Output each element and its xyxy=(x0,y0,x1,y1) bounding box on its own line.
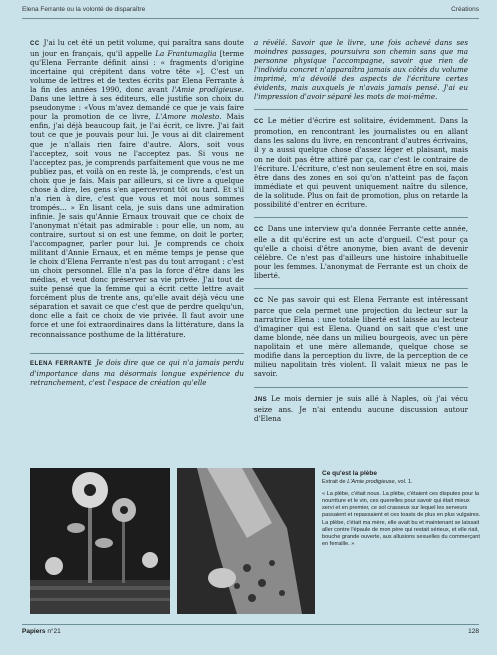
caption-source: Extrait de L'Amie prodigieuse, vol. 1. xyxy=(322,479,413,486)
header-article-title: Elena Ferrante ou la volonté de disparaître xyxy=(22,6,146,13)
book-title: L'Amie prodigieuse xyxy=(347,479,395,486)
book-title: La Frantumaglia xyxy=(155,49,217,59)
book-title: L'Amore molesto xyxy=(155,112,220,122)
photo-arm-leopard-bw xyxy=(177,468,315,614)
caption-quote: « La plèbe, c'était nous. La plèbe, c'étaient ces disputes pour la nourriture et le vin, ces querelles pour savoir qui était mieux servi et en premier, ce sol crasseux sur lequel les serveurs passaient et repassaient et ces toasts de plus en plus vulgaires. La plèbe, c'était ma mère, elle avait bu et maintenant se laissait aller contre l'épaule de mon père qui restait sérieux, et elle riait, bouche grande ouverte, aux allusions sexuelles du commerçant en ferraille. » xyxy=(322,491,481,547)
paragraph-cc-4: CC Ne pas savoir qui est Elena Ferrante est intéressant parce que cela permet une projection du lecteur sur la narratrice Elena : une totale liberté est laissée au lecteur d'imaginer qui est Elena. Quand on sait que c'est une dame blonde, née dans un milieu bourgeois, avec un père napolitain et une mère allemande, quelque chose se modifie dans la perception du livre, de la perception de ce milieu napolitain très violent. Il valait mieux ne pas le savoir. xyxy=(254,295,468,379)
speaker-tag: CC xyxy=(254,298,264,305)
paragraph-jns: JNS Le mois dernier je suis allé à Naples, où j'ai vécu seize ans. Je n'ai entendu aucune discussion autour d'Elena xyxy=(254,393,468,423)
ferrante-quote: Je dois dire que ce qui n'a jamais perdu d'importance dans ma désormais longue expérience du retranchement, c'est l'espace de création qu'elle xyxy=(30,357,244,387)
ferrante-quote-continued: a révélé. Savoir que le livre, une fois achevé dans ses moindres passages, poursuivra son chemin sans que ma personne physique l'accompagne, savoir que rien de l'individu concret n'apparaîtra jamais aux côtés du volume imprimé, m'a dévoilé des aspects de l'écriture certes évidents, mais auxquels je n'avais jamais pensé. J'ai eu l'impression d'avoir séparé les mots de moi-même. xyxy=(254,38,468,102)
page-number: 128 xyxy=(468,628,479,635)
divider xyxy=(254,109,468,110)
speaker-tag: CC xyxy=(30,41,40,47)
left-column xyxy=(30,38,244,387)
speaker-tag: JNS xyxy=(254,396,268,403)
paragraph-cc-3: CC Dans une interview qu'a donnée Ferrante cette année, elle a dit qu'écrire est un acte d'orgueil. C'est pour ça qu'elle a choisi d'être anonyme, bien avant de devenir célèbre. Ce n'est pas d'ailleurs une histoire inhabituelle pour les femmes. L'anonymat de Ferrante est un choix de liberté. xyxy=(254,223,468,281)
flowers-illustration xyxy=(30,468,170,614)
magazine-name: Papiers xyxy=(22,628,46,635)
book-title: l'Amie prodigieuse xyxy=(172,85,242,95)
divider xyxy=(254,387,468,388)
running-header xyxy=(22,6,479,19)
header-section: Créations xyxy=(451,6,479,13)
paragraph-cc-2: CC Le métier d'écrire est solitaire, évidemment. Dans la promotion, en rencontrant les journalistes ou en allant dans les salons du livre, en rencontrant d'autres écrivains, il y a aussi quelque chose d'assez léger et plaisant, mais on ne doit pas être attiré par ça, car c'est le contraire de l'écriture. L'écriture, c'est non seulement être en soi, mais être dans des zones en soi qu'on n'atteint pas de façon immédiate et qui peuvent uniquement naître du silence, de la solitude. Plus on fait de promotion, plus on retarde la possibilité d'entrer en écriture. xyxy=(254,116,468,209)
ferrante-quote-start xyxy=(30,353,244,387)
issue-number: n°21 xyxy=(47,628,61,635)
right-column xyxy=(254,38,468,431)
page-footer xyxy=(22,624,479,637)
arm-illustration xyxy=(177,468,315,614)
paragraph-cc-1: CC J'ai lu cet été un petit volume, qui paraîtra sans doute un jour en français, qu'il appelle La Frantumaglia [terme qu'Elena Ferrante définit ainsi : « fragments d'origine incertaine qui crépitent dans votre tête »]. C'est un volume de lettres et de textes écrits par Elena Ferrante à la fin des années 1990, donc avant l'Amie prodigieuse. Dans une lettre à ses éditeurs, elle justifie son choix du pseudonyme : «Vous m'avez demandé ce que je vais faire pour la promotion de ce livre, L'Amore molesto. Mais enfin, j'ai déjà beaucoup fait, je l'ai écrit, ce livre. J'ai fait tout ce que je pouvais pour lui. Je vous ai dit clairement que je n'allais rien faire d'autre. Alors, soit vous l'acceptez, soit vous ne l'acceptez pas. Si vous ne l'acceptez pas, je comprends parfaitement que vous ne me publiez pas, et voilà on en reste là, je comprends, c'est un choix que je fais. Mais par ailleurs, si ce livre a quelque chose à dire, les gens s'en apercevront tôt ou tard. Et s'il n'a rien à dire, c'est que vous et moi nous sommes trompés... » En lisant cela, je suis dans une admiration infinie. Je sais qu'Annie Ernaux trouvait que ce choix de l'anonymat n'était pas admirable : pour elle, un nom, au contraire, surtout si on est une femme, on doit le porter, l'accompagner, parler pour lui. Je comprends ce choix militant d'Annie Ernaux, et en même temps je pense que le choix d'Elena Ferrante n'est pas du tout arrogant : c'est un choix personnel. Elle n'a pas la force d'être dans les médias, et veut donc préserver sa vie privée. J'ai tout de suite pensé que la femme qui a écrit cette lettre avait forcément plus de trente ans, qu'elle avait déjà vécu une séparation et savait ce que c'est que de perdre quelqu'un, donc elle a fait ce choix de vie privée. Il faut avoir une force et une foi extraordinaires dans la littérature, dans la reconnaissance posthume de la littérature. xyxy=(30,38,244,339)
photo-flowers-bw xyxy=(30,468,170,614)
photo-caption xyxy=(322,470,482,548)
magazine-issue xyxy=(22,628,61,635)
caption-title: Ce qu'est la plèbe xyxy=(322,470,378,477)
speaker-tag: CC xyxy=(254,226,264,233)
divider xyxy=(254,288,468,289)
ferrante-name: ELENA FERRANTE xyxy=(30,360,93,367)
divider xyxy=(254,217,468,218)
speaker-tag: CC xyxy=(254,119,264,126)
